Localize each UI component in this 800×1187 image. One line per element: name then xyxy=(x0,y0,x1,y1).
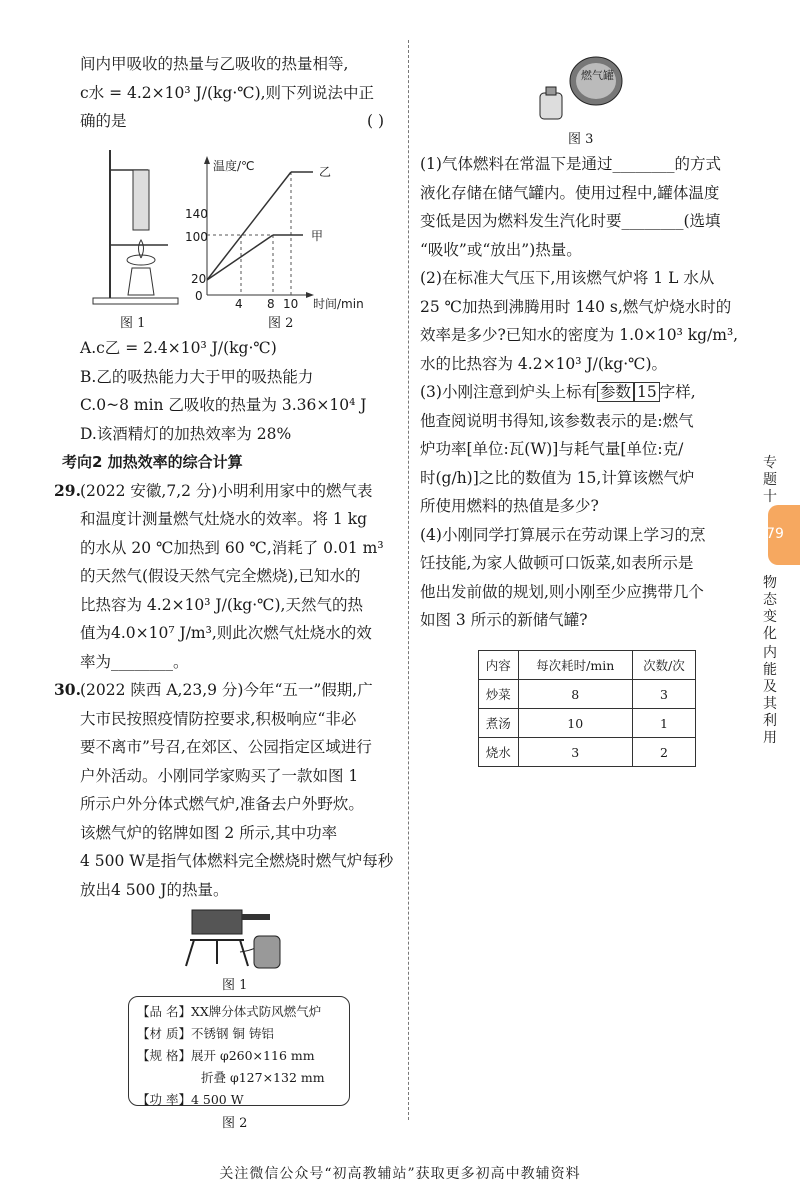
q29-line: 率为________。 xyxy=(80,652,189,671)
table-cell: 10 xyxy=(518,709,632,738)
line-jia xyxy=(207,235,273,280)
apparatus-figure xyxy=(88,140,183,310)
q30-line: 4 500 W是指气体燃料完全燃烧时燃气炉每秒 xyxy=(80,852,394,870)
q30-4-line: 他出发前做的规划,则小刚至少应携带几个 xyxy=(420,582,704,601)
table-cell: 2 xyxy=(632,738,695,767)
ytick-100: 100 xyxy=(185,230,208,244)
q29-line: 比热容为 4.2×10³ J/(kg·℃),天然气的热 xyxy=(80,595,363,614)
page-number: 79 xyxy=(766,526,784,542)
can-label: 燃气罐 xyxy=(581,69,614,82)
q30-line: 放出4 500 J的热量。 xyxy=(80,880,229,899)
stove-figure xyxy=(180,900,290,972)
q28-line2: c水 = 4.2×10³ J/(kg·℃),则下列说法中正 xyxy=(80,83,375,102)
footer-note: 关注微信公众号“初高教辅站”获取更多初高中教辅资料 xyxy=(219,1166,581,1182)
stove-caption: 图 1 xyxy=(222,978,248,993)
option-b: B.乙的吸热能力大于甲的吸热能力 xyxy=(80,367,314,386)
subtopic-2: 内能及其利用 xyxy=(763,645,777,746)
q30-line: 所示户外分体式燃气炉,准备去户外野炊。 xyxy=(80,795,364,813)
plate-line: 【规 格】展开 φ260×116 mm xyxy=(137,1048,315,1063)
q29-line: (2022 安徽,7,2 分)小明利用家中的燃气表 xyxy=(80,481,373,500)
q29-number: 29. xyxy=(54,480,81,500)
fig1-caption: 图 1 xyxy=(120,316,146,331)
q30-2-line: 水的比热容为 4.2×10³ J/(kg·℃)。 xyxy=(420,354,668,373)
q30-2-line: (2)在标准大气压下,用该燃气炉将 1 L 水从 xyxy=(420,269,715,287)
param-box-a: 参数 xyxy=(597,382,634,402)
right-questions xyxy=(420,150,755,635)
table-header: 每次耗时/min xyxy=(518,651,632,680)
q30-line: 该燃气炉的铭牌如图 2 所示,其中功率 xyxy=(80,823,338,842)
q29-block xyxy=(54,448,402,904)
q30-line: 大市民按照疫情防控要求,积极响应“非必 xyxy=(80,709,357,728)
table-header-row xyxy=(479,651,696,680)
q30-3-post: 字样, xyxy=(659,383,696,401)
label-jia: 甲 xyxy=(311,229,324,243)
option-d: D.该酒精灯的加热效率为 28% xyxy=(80,424,292,443)
graph-ylabel: 温度/℃ xyxy=(213,159,255,173)
fig3-caption: 图 3 xyxy=(568,132,594,147)
ytick-20: 20 xyxy=(191,272,207,286)
q30-number: 30. xyxy=(54,680,81,699)
table-header: 内容 xyxy=(479,651,519,680)
ytick-0: 0 xyxy=(195,289,203,303)
table-header: 次数/次 xyxy=(632,651,695,680)
plate-line: 【品 名】XX牌分体式防风燃气炉 xyxy=(137,1004,322,1019)
q30-3-line: 所使用燃料的热值是多少? xyxy=(420,497,599,515)
subtopic-1: 物态变化 xyxy=(763,575,777,642)
q30-2-line: 25 ℃加热到沸腾用时 140 s,燃气炉烧水时的 xyxy=(420,297,732,316)
q29-line: 的天然气(假设天然气完全燃烧),已知水的 xyxy=(80,567,361,585)
table-row xyxy=(479,738,696,767)
q30-2-line: 效率是多少?已知水的密度为 1.0×10³ kg/m³, xyxy=(420,326,739,344)
q29-line: 值为4.0×10⁷ J/m³,则此次燃气灶烧水的效 xyxy=(80,624,372,642)
temperature-graph xyxy=(185,150,400,310)
q28-line1: 间内甲吸收的热量与乙吸收的热量相等, xyxy=(80,55,349,73)
answer-paren: ( ) xyxy=(366,112,384,130)
q30-1-line: (1)气体燃料在常温下是通过________的方式 xyxy=(420,155,721,173)
q29-line: 的水从 20 ℃加热到 60 ℃,消耗了 0.01 m³ xyxy=(80,538,384,557)
q30-3-line: 炉功率[单位:瓦(W)]与耗气量[单位:克/ xyxy=(420,440,684,458)
label-yi: 乙 xyxy=(319,165,332,179)
table-cell: 3 xyxy=(518,738,632,767)
ytick-140: 140 xyxy=(185,207,208,221)
option-a: A.c乙 = 2.4×10³ J/(kg·℃) xyxy=(80,339,277,357)
table-cell: 烧水 xyxy=(479,738,519,767)
topic-label: 专题十 xyxy=(763,455,777,505)
xtick-10: 10 xyxy=(283,297,299,310)
graph-xlabel: 时间/min xyxy=(313,297,364,310)
left-column xyxy=(62,50,402,136)
q30-1-line: 液化存储在储气罐内。使用过程中,罐体温度 xyxy=(420,183,720,202)
table-cell: 1 xyxy=(632,709,695,738)
plan-table xyxy=(478,650,696,767)
q30-3-line: 时(g/h)]之比的数值为 15,计算该燃气炉 xyxy=(420,468,695,487)
q30-4-line: 如图 3 所示的新储气罐? xyxy=(420,611,588,629)
options xyxy=(80,334,400,448)
q28-line3-text: 确的是 xyxy=(80,112,127,130)
xtick-8: 8 xyxy=(267,297,275,310)
table-row xyxy=(479,680,696,709)
plate-line: 【功 率】4 500 W xyxy=(137,1092,244,1107)
q30-3-line: 他查阅说明书得知,该参数表示的是:燃气 xyxy=(420,411,694,430)
q30-line: 要不离市”号召,在郊区、公园指定区域进行 xyxy=(80,738,372,756)
table-cell: 3 xyxy=(632,680,695,709)
q30-line: (2022 陕西 A,23,9 分)今年“五一”假期,广 xyxy=(80,681,373,699)
gas-can-figure xyxy=(536,55,626,125)
q28-line3 xyxy=(62,107,402,136)
fig2-caption: 图 2 xyxy=(268,316,294,331)
plate-caption: 图 2 xyxy=(222,1116,248,1131)
nameplate xyxy=(128,996,350,1106)
section-heading: 考向2 加热效率的综合计算 xyxy=(62,453,243,471)
q30-1-line: 变低是因为燃料发生汽化时要________(选填 xyxy=(420,212,721,230)
q30-4-line: (4)小刚同学打算展示在劳动课上学习的烹 xyxy=(420,525,706,544)
xtick-4: 4 xyxy=(235,297,243,310)
q29-line: 和温度计测量燃气灶烧水的效率。将 1 kg xyxy=(80,510,368,528)
line-yi xyxy=(207,172,291,280)
q30-3-first-line xyxy=(420,378,755,407)
column-divider xyxy=(408,40,409,1120)
plate-line: 【材 质】不锈钢 铜 铸铝 xyxy=(137,1026,274,1041)
table-row xyxy=(479,709,696,738)
table-cell: 煮汤 xyxy=(479,709,519,738)
option-c: C.0~8 min 乙吸收的热量为 3.36×10⁴ J xyxy=(80,396,367,414)
q30-3-pre: (3)小刚注意到炉头上标有 xyxy=(420,383,597,401)
param-box-b: 15 xyxy=(634,382,660,402)
q30-line: 户外活动。小刚同学家购买了一款如图 1 xyxy=(80,766,359,785)
plate-line: 折叠 φ127×132 mm xyxy=(201,1070,325,1085)
table-cell: 8 xyxy=(518,680,632,709)
q30-1-line: “吸收”或“放出”)热量。 xyxy=(420,240,582,259)
table-cell: 炒菜 xyxy=(479,680,519,709)
q30-4-line: 饪技能,为家人做顿可口饭菜,如表所示是 xyxy=(420,554,694,572)
